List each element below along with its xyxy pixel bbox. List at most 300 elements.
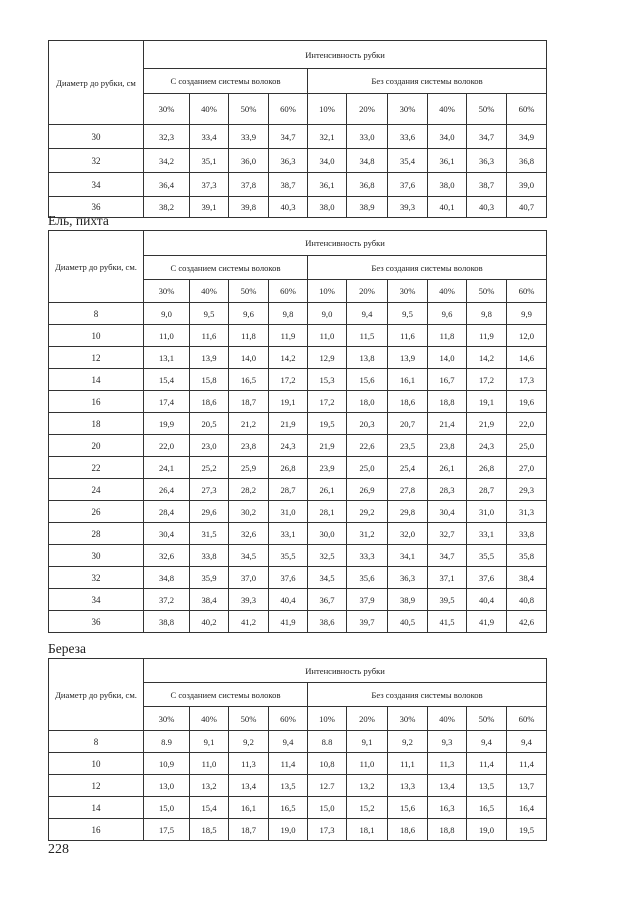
value-cell: 18,6 — [388, 391, 428, 413]
value-cell: 33,8 — [190, 545, 229, 567]
diameter-cell: 24 — [49, 479, 144, 501]
value-cell: 9,8 — [269, 303, 308, 325]
percent-header: 40% — [428, 280, 467, 303]
value-cell: 21,4 — [428, 413, 467, 435]
data-table-1 — [48, 40, 547, 218]
diameter-cell: 34 — [49, 589, 144, 611]
value-cell: 20,5 — [190, 413, 229, 435]
percent-header: 60% — [507, 94, 547, 125]
value-cell: 36,4 — [144, 173, 190, 197]
value-cell: 38,0 — [308, 197, 347, 218]
table-row — [49, 545, 547, 567]
value-cell: 17,3 — [507, 369, 547, 391]
value-cell: 37,8 — [229, 173, 269, 197]
value-cell: 37,0 — [229, 567, 269, 589]
value-cell: 19,5 — [308, 413, 347, 435]
value-cell: 19,0 — [467, 819, 507, 841]
value-cell: 36,8 — [347, 173, 388, 197]
value-cell: 11,8 — [229, 325, 269, 347]
value-cell: 15,8 — [190, 369, 229, 391]
value-cell: 12.7 — [308, 775, 347, 797]
value-cell: 40,4 — [467, 589, 507, 611]
value-cell: 32,7 — [428, 523, 467, 545]
diameter-cell: 16 — [49, 391, 144, 413]
without-skid-trails-header: Без создания системы волоков — [308, 69, 547, 94]
value-cell: 33,3 — [347, 545, 388, 567]
value-cell: 38,7 — [269, 173, 308, 197]
value-cell: 15,4 — [144, 369, 190, 391]
value-cell: 31,5 — [190, 523, 229, 545]
value-cell: 18,5 — [190, 819, 229, 841]
value-cell: 22,6 — [347, 435, 388, 457]
value-cell: 21,9 — [269, 413, 308, 435]
diameter-cell: 26 — [49, 501, 144, 523]
table-row — [49, 611, 547, 633]
value-cell: 15,2 — [347, 797, 388, 819]
value-cell: 35,5 — [467, 545, 507, 567]
value-cell: 9,0 — [308, 303, 347, 325]
value-cell: 10,9 — [144, 753, 190, 775]
value-cell: 33,0 — [347, 125, 388, 149]
value-cell: 34,7 — [428, 545, 467, 567]
value-cell: 38,0 — [428, 173, 467, 197]
value-cell: 32,3 — [144, 125, 190, 149]
value-cell: 19,6 — [507, 391, 547, 413]
value-cell: 12,0 — [507, 325, 547, 347]
value-cell: 9,1 — [347, 731, 388, 753]
value-cell: 15,6 — [388, 797, 428, 819]
value-cell: 11,6 — [388, 325, 428, 347]
value-cell: 38,9 — [347, 197, 388, 218]
without-skid-trails-header: Без создания системы волоков — [308, 256, 547, 280]
value-cell: 28,7 — [269, 479, 308, 501]
data-table-3 — [48, 658, 547, 841]
value-cell: 35,9 — [190, 567, 229, 589]
value-cell: 36,3 — [388, 567, 428, 589]
value-cell: 26,8 — [269, 457, 308, 479]
value-cell: 28,7 — [467, 479, 507, 501]
value-cell: 40,5 — [388, 611, 428, 633]
percent-header: 30% — [388, 280, 428, 303]
value-cell: 16,5 — [467, 797, 507, 819]
value-cell: 34,0 — [308, 149, 347, 173]
value-cell: 17,2 — [308, 391, 347, 413]
diameter-cell: 14 — [49, 369, 144, 391]
value-cell: 13,9 — [190, 347, 229, 369]
value-cell: 11,9 — [467, 325, 507, 347]
value-cell: 18,8 — [428, 391, 467, 413]
value-cell: 11,6 — [190, 325, 229, 347]
value-cell: 15,3 — [308, 369, 347, 391]
value-cell: 36,7 — [308, 589, 347, 611]
percent-header: 30% — [144, 707, 190, 731]
value-cell: 9,1 — [190, 731, 229, 753]
value-cell: 30,4 — [144, 523, 190, 545]
value-cell: 9,9 — [507, 303, 547, 325]
value-cell: 9,0 — [144, 303, 190, 325]
value-cell: 19,0 — [269, 819, 308, 841]
value-cell: 40,2 — [190, 611, 229, 633]
value-cell: 9,3 — [428, 731, 467, 753]
table-row — [49, 731, 547, 753]
table-row — [49, 303, 547, 325]
table-row — [49, 413, 547, 435]
value-cell: 13,3 — [388, 775, 428, 797]
value-cell: 28,3 — [428, 479, 467, 501]
table-row — [49, 567, 547, 589]
intensity-header: Интенсивность рубки — [144, 41, 547, 69]
value-cell: 38,4 — [507, 567, 547, 589]
value-cell: 23,8 — [428, 435, 467, 457]
diameter-header: Диаметр до рубки, см. — [49, 231, 144, 303]
value-cell: 35,6 — [347, 567, 388, 589]
value-cell: 12,9 — [308, 347, 347, 369]
value-cell: 9,2 — [388, 731, 428, 753]
value-cell: 37,6 — [467, 567, 507, 589]
value-cell: 13,8 — [347, 347, 388, 369]
value-cell: 11,0 — [308, 325, 347, 347]
value-cell: 20,7 — [388, 413, 428, 435]
value-cell: 28,1 — [308, 501, 347, 523]
value-cell: 38,9 — [388, 589, 428, 611]
value-cell: 16,1 — [229, 797, 269, 819]
table-row — [49, 753, 547, 775]
table-row — [49, 775, 547, 797]
value-cell: 9,4 — [269, 731, 308, 753]
value-cell: 39,5 — [428, 589, 467, 611]
value-cell: 25,9 — [229, 457, 269, 479]
value-cell: 32,6 — [229, 523, 269, 545]
value-cell: 9,4 — [507, 731, 547, 753]
data-table-2 — [48, 230, 547, 633]
value-cell: 32,0 — [388, 523, 428, 545]
value-cell: 26,1 — [308, 479, 347, 501]
table-row — [49, 797, 547, 819]
value-cell: 9,8 — [467, 303, 507, 325]
table-row — [49, 435, 547, 457]
value-cell: 29,8 — [388, 501, 428, 523]
value-cell: 33,1 — [269, 523, 308, 545]
value-cell: 11,4 — [507, 753, 547, 775]
value-cell: 23,8 — [229, 435, 269, 457]
value-cell: 34,8 — [144, 567, 190, 589]
value-cell: 19,9 — [144, 413, 190, 435]
value-cell: 23,0 — [190, 435, 229, 457]
value-cell: 24,3 — [467, 435, 507, 457]
value-cell: 25,0 — [507, 435, 547, 457]
value-cell: 8.8 — [308, 731, 347, 753]
value-cell: 37,6 — [388, 173, 428, 197]
value-cell: 31,0 — [269, 501, 308, 523]
value-cell: 34,7 — [269, 125, 308, 149]
value-cell: 9,6 — [428, 303, 467, 325]
value-cell: 30,0 — [308, 523, 347, 545]
value-cell: 11,4 — [467, 753, 507, 775]
diameter-cell: 10 — [49, 325, 144, 347]
value-cell: 16,4 — [507, 797, 547, 819]
value-cell: 41,2 — [229, 611, 269, 633]
value-cell: 37,1 — [428, 567, 467, 589]
value-cell: 15,4 — [190, 797, 229, 819]
value-cell: 19,5 — [507, 819, 547, 841]
value-cell: 41,9 — [269, 611, 308, 633]
value-cell: 34,9 — [507, 125, 547, 149]
diameter-cell: 20 — [49, 435, 144, 457]
value-cell: 11,0 — [190, 753, 229, 775]
value-cell: 23,5 — [388, 435, 428, 457]
value-cell: 36,3 — [269, 149, 308, 173]
diameter-cell: 16 — [49, 819, 144, 841]
value-cell: 37,2 — [144, 589, 190, 611]
table-row — [49, 149, 547, 173]
percent-header: 60% — [507, 707, 547, 731]
value-cell: 8.9 — [144, 731, 190, 753]
value-cell: 13,4 — [229, 775, 269, 797]
diameter-header: Диаметр до рубки, см — [49, 41, 144, 125]
value-cell: 16,5 — [229, 369, 269, 391]
percent-header: 30% — [388, 94, 428, 125]
value-cell: 13,5 — [269, 775, 308, 797]
value-cell: 11,4 — [269, 753, 308, 775]
percent-header: 40% — [428, 707, 467, 731]
diameter-cell: 8 — [49, 731, 144, 753]
value-cell: 26,4 — [144, 479, 190, 501]
value-cell: 39,3 — [229, 589, 269, 611]
diameter-cell: 28 — [49, 523, 144, 545]
percent-header: 50% — [467, 707, 507, 731]
section-title-birch: Береза — [48, 641, 86, 656]
without-skid-trails-header: Без создания системы волоков — [308, 683, 547, 707]
table-row — [49, 369, 547, 391]
percent-header: 20% — [347, 94, 388, 125]
intensity-header: Интенсивность рубки — [144, 659, 547, 683]
value-cell: 11,5 — [347, 325, 388, 347]
diameter-header: Диаметр до рубки, см. — [49, 659, 144, 731]
value-cell: 15,0 — [144, 797, 190, 819]
percent-header: 30% — [144, 94, 190, 125]
value-cell: 38,8 — [144, 611, 190, 633]
value-cell: 39,8 — [229, 197, 269, 218]
value-cell: 33,9 — [229, 125, 269, 149]
value-cell: 33,6 — [388, 125, 428, 149]
value-cell: 9,4 — [467, 731, 507, 753]
section-title-spruce-fir: Ель, пихта — [48, 213, 109, 228]
diameter-cell: 30 — [49, 125, 144, 149]
value-cell: 38,2 — [144, 197, 190, 218]
table-row — [49, 501, 547, 523]
value-cell: 18,6 — [190, 391, 229, 413]
value-cell: 18,8 — [428, 819, 467, 841]
value-cell: 19,1 — [467, 391, 507, 413]
value-cell: 13,4 — [428, 775, 467, 797]
value-cell: 38,4 — [190, 589, 229, 611]
diameter-cell: 14 — [49, 797, 144, 819]
diameter-cell: 10 — [49, 753, 144, 775]
value-cell: 40,1 — [428, 197, 467, 218]
value-cell: 20,3 — [347, 413, 388, 435]
value-cell: 37,9 — [347, 589, 388, 611]
value-cell: 40,4 — [269, 589, 308, 611]
table-row — [49, 325, 547, 347]
value-cell: 35,8 — [507, 545, 547, 567]
table-row — [49, 391, 547, 413]
value-cell: 14,2 — [467, 347, 507, 369]
value-cell: 36,8 — [507, 149, 547, 173]
value-cell: 27,3 — [190, 479, 229, 501]
value-cell: 13,1 — [144, 347, 190, 369]
value-cell: 40,3 — [269, 197, 308, 218]
value-cell: 30,2 — [229, 501, 269, 523]
value-cell: 28,2 — [229, 479, 269, 501]
value-cell: 16,5 — [269, 797, 308, 819]
table-row — [49, 457, 547, 479]
value-cell: 31,2 — [347, 523, 388, 545]
value-cell: 34,8 — [347, 149, 388, 173]
table-row — [49, 173, 547, 197]
value-cell: 39,1 — [190, 197, 229, 218]
value-cell: 32,5 — [308, 545, 347, 567]
value-cell: 34,5 — [229, 545, 269, 567]
value-cell: 34,2 — [144, 149, 190, 173]
value-cell: 26,8 — [467, 457, 507, 479]
percent-header: 50% — [467, 280, 507, 303]
value-cell: 13,7 — [507, 775, 547, 797]
diameter-cell: 34 — [49, 173, 144, 197]
value-cell: 11,3 — [428, 753, 467, 775]
table-row — [49, 819, 547, 841]
value-cell: 14,6 — [507, 347, 547, 369]
value-cell: 39,7 — [347, 611, 388, 633]
value-cell: 38,6 — [308, 611, 347, 633]
percent-header: 50% — [229, 94, 269, 125]
value-cell: 9,5 — [388, 303, 428, 325]
value-cell: 33,1 — [467, 523, 507, 545]
table-row — [49, 523, 547, 545]
value-cell: 39,3 — [388, 197, 428, 218]
value-cell: 30,4 — [428, 501, 467, 523]
value-cell: 18,0 — [347, 391, 388, 413]
percent-header: 10% — [308, 280, 347, 303]
diameter-cell: 12 — [49, 775, 144, 797]
value-cell: 9,5 — [190, 303, 229, 325]
value-cell: 23,9 — [308, 457, 347, 479]
percent-header: 60% — [269, 280, 308, 303]
value-cell: 36,0 — [229, 149, 269, 173]
value-cell: 22,0 — [507, 413, 547, 435]
value-cell: 36,1 — [428, 149, 467, 173]
diameter-cell: 22 — [49, 457, 144, 479]
percent-header: 40% — [190, 707, 229, 731]
value-cell: 35,1 — [190, 149, 229, 173]
value-cell: 28,4 — [144, 501, 190, 523]
value-cell: 29,3 — [507, 479, 547, 501]
value-cell: 40,3 — [467, 197, 507, 218]
with-skid-trails-header: С созданием системы волоков — [144, 683, 308, 707]
value-cell: 29,6 — [190, 501, 229, 523]
value-cell: 36,1 — [308, 173, 347, 197]
table-row — [49, 197, 547, 218]
page-number: 228 — [48, 842, 69, 857]
diameter-cell: 18 — [49, 413, 144, 435]
value-cell: 11,1 — [388, 753, 428, 775]
percent-header: 50% — [467, 94, 507, 125]
percent-header: 30% — [144, 280, 190, 303]
value-cell: 11,0 — [144, 325, 190, 347]
value-cell: 18,7 — [229, 819, 269, 841]
percent-header: 50% — [229, 280, 269, 303]
value-cell: 14,0 — [428, 347, 467, 369]
intensity-header: Интенсивность рубки — [144, 231, 547, 256]
value-cell: 9,4 — [347, 303, 388, 325]
value-cell: 13,5 — [467, 775, 507, 797]
value-cell: 32,6 — [144, 545, 190, 567]
value-cell: 27,0 — [507, 457, 547, 479]
percent-header: 40% — [190, 280, 229, 303]
value-cell: 13,9 — [388, 347, 428, 369]
value-cell: 15,0 — [308, 797, 347, 819]
diameter-cell: 8 — [49, 303, 144, 325]
diameter-cell: 32 — [49, 567, 144, 589]
value-cell: 40,7 — [507, 197, 547, 218]
value-cell: 18,1 — [347, 819, 388, 841]
value-cell: 41,5 — [428, 611, 467, 633]
value-cell: 17,2 — [269, 369, 308, 391]
table-row — [49, 347, 547, 369]
value-cell: 26,1 — [428, 457, 467, 479]
value-cell: 34,0 — [428, 125, 467, 149]
value-cell: 10,8 — [308, 753, 347, 775]
value-cell: 33,8 — [507, 523, 547, 545]
percent-header: 50% — [229, 707, 269, 731]
value-cell: 37,6 — [269, 567, 308, 589]
value-cell: 11,8 — [428, 325, 467, 347]
value-cell: 13,2 — [190, 775, 229, 797]
value-cell: 16,1 — [388, 369, 428, 391]
value-cell: 40,8 — [507, 589, 547, 611]
percent-header: 40% — [190, 94, 229, 125]
value-cell: 17,2 — [467, 369, 507, 391]
value-cell: 14,0 — [229, 347, 269, 369]
percent-header: 20% — [347, 280, 388, 303]
percent-header: 30% — [388, 707, 428, 731]
diameter-cell: 36 — [49, 197, 144, 218]
value-cell: 9,6 — [229, 303, 269, 325]
percent-header: 60% — [507, 280, 547, 303]
value-cell: 34,7 — [467, 125, 507, 149]
value-cell: 14,2 — [269, 347, 308, 369]
value-cell: 15,6 — [347, 369, 388, 391]
value-cell: 24,1 — [144, 457, 190, 479]
value-cell: 18,6 — [388, 819, 428, 841]
value-cell: 26,9 — [347, 479, 388, 501]
percent-header: 60% — [269, 707, 308, 731]
with-skid-trails-header: С созданием системы волоков — [144, 69, 308, 94]
value-cell: 16,7 — [428, 369, 467, 391]
value-cell: 11,9 — [269, 325, 308, 347]
diameter-cell: 36 — [49, 611, 144, 633]
value-cell: 31,0 — [467, 501, 507, 523]
value-cell: 11,0 — [347, 753, 388, 775]
value-cell: 21,2 — [229, 413, 269, 435]
value-cell: 25,2 — [190, 457, 229, 479]
value-cell: 29,2 — [347, 501, 388, 523]
value-cell: 24,3 — [269, 435, 308, 457]
value-cell: 18,7 — [229, 391, 269, 413]
diameter-cell: 12 — [49, 347, 144, 369]
percent-header: 10% — [308, 707, 347, 731]
value-cell: 34,1 — [388, 545, 428, 567]
value-cell: 13,0 — [144, 775, 190, 797]
